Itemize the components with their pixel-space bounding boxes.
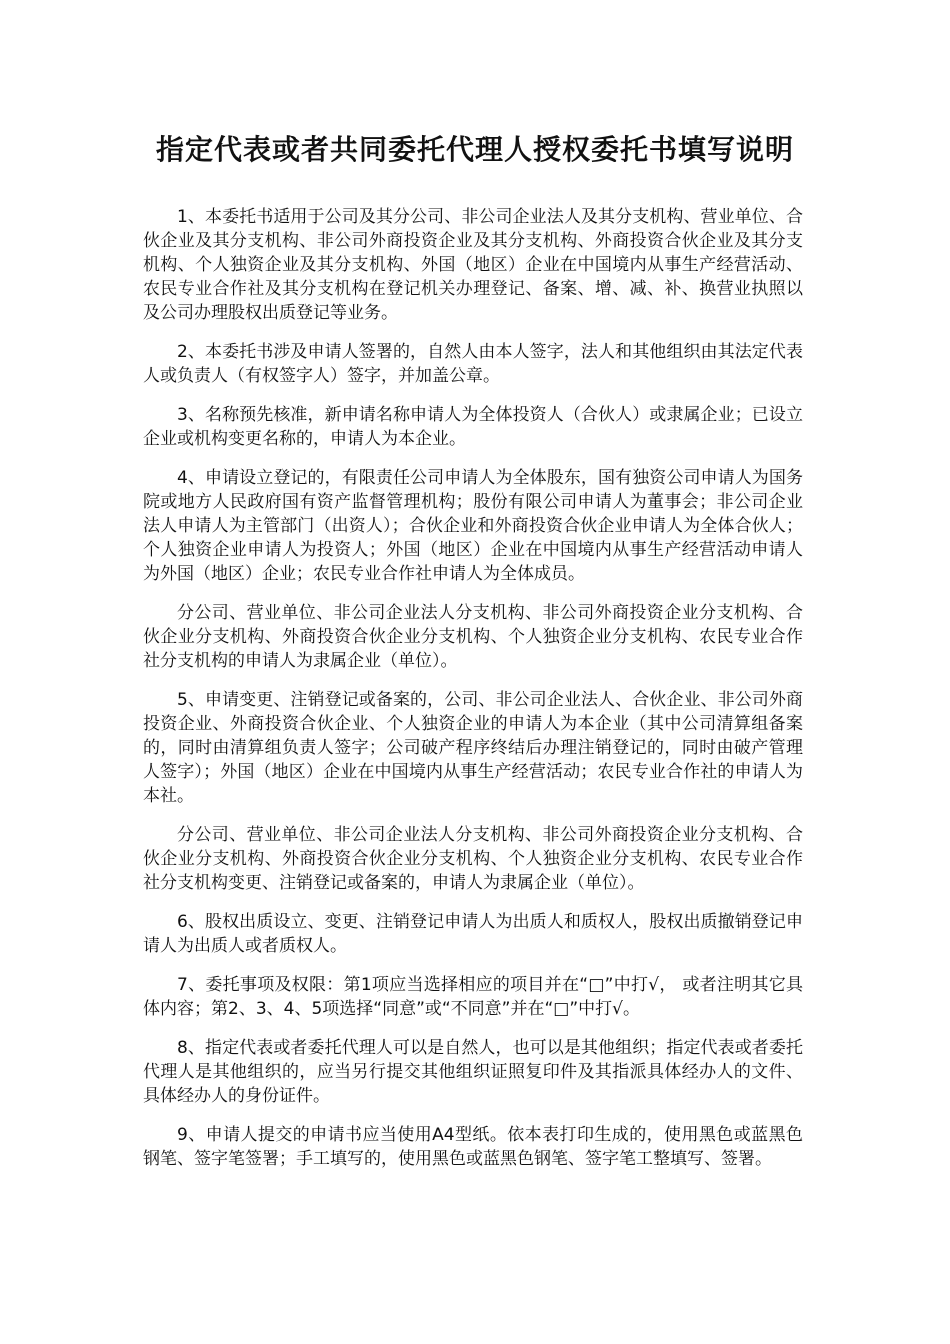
paragraph-5: 5、申请变更、注销登记或备案的，公司、非公司企业法人、合伙企业、非公司外商投资企业、外商投资合伙企业、个人独资企业的申请人为本企业（其中公司清算组备案的，同时由清算组负责人签字；公司破产程序终结后办理注销登记的，同时由破产管理人签字）；外国（地区）企业在中国境内从事生产经营活动；农民专业合作社的申请人为本社。 <box>143 690 803 806</box>
paragraph-7: 7、委托事项及权限：第1项应当选择相应的项目并在“□”中打√， 或者注明其它具体内容；第2、3、4、5项选择“同意”或“不同意”并在“□”中打√。 <box>143 975 803 1019</box>
document-title: 指定代表或者共同委托代理人授权委托书填写说明 <box>155 133 794 166</box>
paragraph-9: 9、申请人提交的申请书应当使用A4型纸。依本表打印生成的，使用黑色或蓝黑色钢笔、签字笔签署；手工填写的，使用黑色或蓝黑色钢笔、签字笔工整填写、签署。 <box>143 1125 803 1169</box>
paragraph-5-branches: 分公司、营业单位、非公司企业法人分支机构、非公司外商投资企业分支机构、合伙企业分支机构、外商投资合伙企业分支机构、个人独资企业分支机构、农民专业合作社分支机构变更、注销登记或备案的，申请人为隶属企业（单位）。 <box>143 825 803 893</box>
paragraph-8: 8、指定代表或者委托代理人可以是自然人，也可以是其他组织；指定代表或者委托代理人是其他组织的，应当另行提交其他组织证照复印件及其指派具体经办人的文件、具体经办人的身份证件。 <box>143 1038 803 1106</box>
paragraph-4-branches: 分公司、营业单位、非公司企业法人分支机构、非公司外商投资企业分支机构、合伙企业分支机构、外商投资合伙企业分支机构、个人独资企业分支机构、农民专业合作社分支机构的申请人为隶属企业（单位）。 <box>143 603 803 671</box>
document-body <box>143 205 803 1186</box>
paragraph-6: 6、股权出质设立、变更、注销登记申请人为出质人和质权人，股权出质撤销登记申请人为出质人或者质权人。 <box>143 912 803 956</box>
paragraph-4: 4、申请设立登记的，有限责任公司申请人为全体股东，国有独资公司申请人为国务院或地方人民政府国有资产监督管理机构；股份有限公司申请人为董事会；非公司企业法人申请人为主管部门（出资人）；合伙企业和外商投资合伙企业申请人为全体合伙人；个人独资企业申请人为投资人；外国（地区）企业在中国境内从事生产经营活动申请人为外国（地区）企业；农民专业合作社申请人为全体成员。 <box>143 468 803 584</box>
paragraph-3: 3、名称预先核准，新申请名称申请人为全体投资人（合伙人）或隶属企业；已设立企业或机构变更名称的，申请人为本企业。 <box>143 405 803 449</box>
paragraph-1: 1、本委托书适用于公司及其分公司、非公司企业法人及其分支机构、营业单位、合伙企业及其分支机构、非公司外商投资企业及其分支机构、外商投资合伙企业及其分支机构、个人独资企业及其分支机构、外国（地区）企业在中国境内从事生产经营活动、农民专业合作社及其分支机构在登记机关办理登记、备案、增、减、补、换营业执照以及公司办理股权出质登记等业务。 <box>143 207 803 323</box>
paragraph-2: 2、本委托书涉及申请人签署的，自然人由本人签字，法人和其他组织由其法定代表人或负责人（有权签字人）签字，并加盖公章。 <box>143 342 803 386</box>
